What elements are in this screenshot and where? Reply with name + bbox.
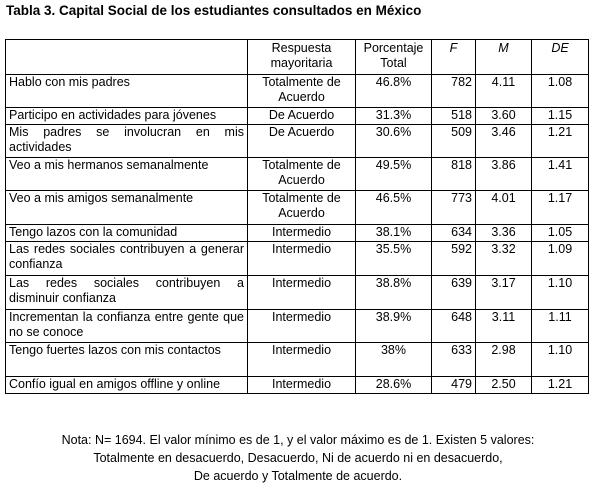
row-response: Intermedio (248, 343, 356, 377)
row-percent: 38.9% (356, 310, 432, 343)
row-m: 2.98 (476, 343, 532, 377)
row-de: 1.21 (532, 377, 589, 394)
row-de: 1.10 (532, 343, 589, 377)
row-f: 782 (432, 75, 476, 108)
row-response: Totalmente de Acuerdo (248, 191, 356, 225)
row-de: 1.10 (532, 276, 589, 310)
row-m: 2.50 (476, 377, 532, 394)
header-de: DE (532, 40, 589, 75)
header-m: M (476, 40, 532, 75)
header-percent: Porcentaje Total (356, 40, 432, 75)
table-row (6, 377, 589, 394)
row-response: Intermedio (248, 310, 356, 343)
row-response: Totalmente de Acuerdo (248, 75, 356, 108)
capital-social-table (5, 39, 589, 394)
row-percent: 30.6% (356, 125, 432, 158)
table-row (6, 310, 589, 343)
row-percent: 46.8% (356, 75, 432, 108)
note-line: De acuerdo y Totalmente de acuerdo. (193, 469, 403, 483)
row-item: Hablo con mis padres (6, 75, 248, 108)
row-f: 633 (432, 343, 476, 377)
row-percent: 31.3% (356, 108, 432, 125)
row-de: 1.41 (532, 158, 589, 191)
row-f: 773 (432, 191, 476, 225)
row-response: Totalmente de Acuerdo (248, 158, 356, 191)
row-percent: 35.5% (356, 242, 432, 276)
row-m: 4.11 (476, 75, 532, 108)
row-de: 1.15 (532, 108, 589, 125)
row-f: 509 (432, 125, 476, 158)
row-f: 639 (432, 276, 476, 310)
row-percent: 49.5% (356, 158, 432, 191)
row-response: Intermedio (248, 276, 356, 310)
row-m: 3.86 (476, 158, 532, 191)
row-f: 592 (432, 242, 476, 276)
row-m: 3.11 (476, 310, 532, 343)
row-item: Tengo lazos con la comunidad (6, 225, 248, 242)
header-f: F (432, 40, 476, 75)
row-response: De Acuerdo (248, 125, 356, 158)
row-f: 634 (432, 225, 476, 242)
row-item: Las redes sociales contribuyen a generar confianza (6, 242, 248, 276)
row-m: 3.46 (476, 125, 532, 158)
row-f: 518 (432, 108, 476, 125)
table-row (6, 242, 589, 276)
table-row (6, 158, 589, 191)
row-response: De Acuerdo (248, 108, 356, 125)
header-response: Respuesta mayoritaria (248, 40, 356, 75)
row-response: Intermedio (248, 377, 356, 394)
row-percent: 28.6% (356, 377, 432, 394)
row-de: 1.11 (532, 310, 589, 343)
table-row (6, 225, 589, 242)
row-f: 818 (432, 158, 476, 191)
row-percent: 46.5% (356, 191, 432, 225)
row-de: 1.09 (532, 242, 589, 276)
table-row (6, 276, 589, 310)
row-response: Intermedio (248, 225, 356, 242)
row-de: 1.05 (532, 225, 589, 242)
row-percent: 38.8% (356, 276, 432, 310)
table-row (6, 343, 589, 377)
row-item: Veo a mis amigos semanalmente (6, 191, 248, 225)
note-line: Totalmente en desacuerdo, Desacuerdo, Ni de acuerdo ni en desacuerdo, (93, 451, 503, 465)
row-m: 3.32 (476, 242, 532, 276)
row-m: 3.60 (476, 108, 532, 125)
row-item: Veo a mis hermanos semanalmente (6, 158, 248, 191)
table-row (6, 125, 589, 158)
row-item: Mis padres se involucran en mis actividades (6, 125, 248, 158)
row-percent: 38.1% (356, 225, 432, 242)
note-line: Nota: N= 1694. El valor mínimo es de 1, y el valor máximo es de 1. Existen 5 valores: (61, 433, 535, 447)
row-item: Incrementan la confianza entre gente que no se conoce (6, 310, 248, 343)
row-m: 4.01 (476, 191, 532, 225)
table-row (6, 191, 589, 225)
row-response: Intermedio (248, 242, 356, 276)
table-note (20, 431, 576, 485)
row-de: 1.21 (532, 125, 589, 158)
row-item: Participo en actividades para jóvenes (6, 108, 248, 125)
row-item: Tengo fuertes lazos con mis contactos (6, 343, 248, 377)
table-header-row (6, 40, 589, 75)
row-m: 3.36 (476, 225, 532, 242)
row-item: Confío igual en amigos offline y online (6, 377, 248, 394)
row-item: Las redes sociales contribuyen a disminuir confianza (6, 276, 248, 310)
table-row (6, 108, 589, 125)
table-title: Tabla 3. Capital Social de los estudiantes consultados en México (6, 3, 422, 18)
row-m: 3.17 (476, 276, 532, 310)
table-row (6, 75, 589, 108)
header-item (6, 40, 248, 75)
row-de: 1.08 (532, 75, 589, 108)
row-f: 479 (432, 377, 476, 394)
row-f: 648 (432, 310, 476, 343)
row-percent: 38% (356, 343, 432, 377)
row-de: 1.17 (532, 191, 589, 225)
